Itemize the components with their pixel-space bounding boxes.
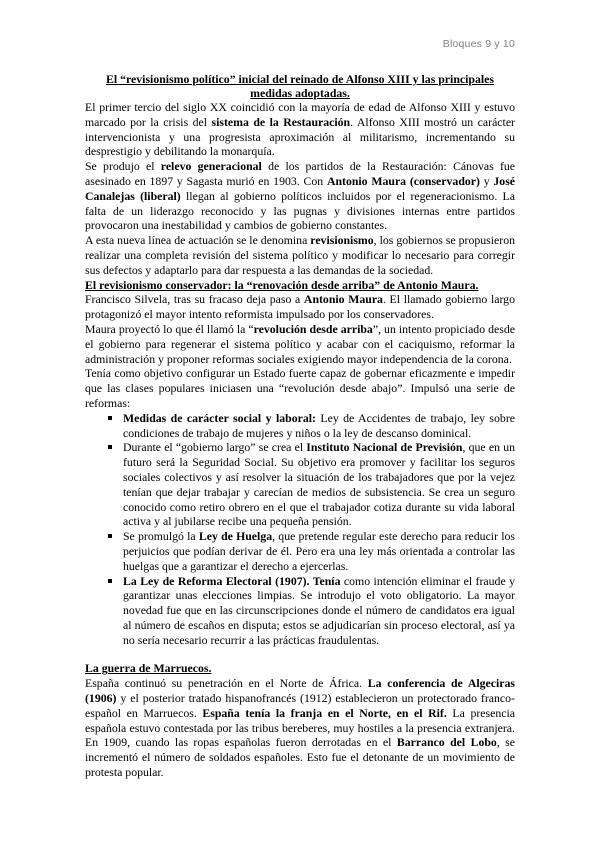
bold-text-run: revolución desde arriba [253, 321, 373, 336]
paragraph-objetivo-reformas [85, 366, 515, 410]
bold-text-run: José Canalejas (liberal) [85, 173, 516, 203]
document-body [85, 73, 515, 780]
bold-text-run: sistema de la Restauración [211, 114, 351, 129]
text-run: Tenía como objetivo configurar un Estado fuerte capaz de gobernar eficazmente e impedir que las clases populares iniciasen una “revolución desde abajo”. Impulsó una serie de reformas: [85, 366, 515, 410]
list-item-text [123, 411, 515, 440]
text-run: Maura proyectó lo que él llamó la “ [85, 321, 254, 336]
bullet-square-icon [108, 579, 112, 583]
text-run: , los gobiernos se propusieron realizar una completa revisión del sistema político y modificar lo necesario para corregir sus defectos y adaptarlo para dar respuesta a las demandas de la sociedad. [85, 233, 515, 277]
blank-line [85, 647, 515, 661]
text-run: y [479, 173, 494, 188]
bullet-square-icon [108, 416, 112, 420]
text-run: Francisco Silvela, tras su fracaso deja paso a [85, 292, 304, 307]
bullet-square-icon [108, 445, 112, 449]
text-run: ”, un intento propiciado desde el gobierno para regenerar el sistema político y acabar con el caciquismo, reformar la administración y proponer reformas sociales exigiendo mayor independencia de la corona. [85, 321, 515, 366]
bold-text-run: Ley de Huelga [198, 529, 273, 544]
text-run: llegan al gobierno políticos incluidos por el regeneracionismo. La falta de un liderazgo reconocido y las pugnas y divisiones internas entre partidos provocaron una inestabilidad y cambios de gobierno constantes. [85, 188, 515, 233]
text-run: Durante el “gobierno largo” se crea el [123, 440, 307, 455]
text-run: como intención eliminar el fraude y garantizar unas elecciones limpias. Se introdujo el voto obligatorio. La mayor novedad fue que en las circunscripciones donde el número de candidatos era igual al número de escaños en disputa; estos se adjudicarían sin proceso electoral, así ya no sería necesario recurrir a las prácticas fraudulentas. [123, 573, 515, 647]
text-run: , que pretende regular este derecho para reducir los perjuicios que podían derivar de él. Pero era una ley más orientada a controlar las huelgas que a garantizar el derecho a ejercerlas. [123, 529, 515, 573]
paragraph-intro-restauracion [85, 100, 515, 159]
text-run: . Alfonso XIII mostró un carácter intervencionista y una progresista aproximación al militarismo, incrementando su desprestigio y debilitando la monarquía. [85, 114, 515, 159]
text-run: , se incrementó el número de soldados españoles. Esto fue el detonante de un movimiento de protesta popular. [85, 735, 515, 780]
paragraph-relevo-generacional [85, 159, 515, 233]
document-title: El “revisionismo político” inicial del reinado de Alfonso XIII y las principales medidas adoptadas. [106, 72, 494, 100]
bold-text-run: La conferencia de Algeciras (1906) [85, 676, 515, 706]
text-run: . El llamado gobierno largo protagonizó el mayor intento reformista impulsado por los conservadores. [85, 292, 515, 322]
bold-text-run: Antonio Maura [303, 292, 383, 307]
text-run: , que en un futuro será la Seguridad Social. Su objetivo era promover y facilitar los seguros sociales colectivos y así resolver la situación de los trabajadores que por la vejez tenían que dejar trabajar y carecían de medios de subsistencia. Se crea un seguro conocido como retiro obrero en el que el trabajador cotiza durante su vida laboral activa y al jubilarse recibe una pequeña pensión. [123, 440, 515, 529]
bold-text-run: Medidas de carácter social y laboral: [123, 410, 316, 425]
paragraph-revolucion-desde-arriba [85, 322, 515, 366]
bold-text-run: La Ley de Reforma Electoral (1907). Tenía [123, 573, 341, 588]
text-run: Se produjo el [85, 159, 161, 174]
list-item-ley-huelga [123, 529, 515, 573]
text-run: El primer tercio del siglo XX coincidió con la mayoría de edad de Alfonso XIII y estuvo marcado por la crisis del [85, 100, 515, 129]
text-run: La presencia española estuvo contestada por las tribus bereberes, muy hostiles a la presencia extranjera. En 1909, cuando las ropas españolas fueron derrotadas en el [85, 705, 515, 750]
list-item-text [123, 440, 515, 528]
text-run: de los partidos de la Restauración: Cánovas fue asesinado en 1897 y Sagasta murió en 1903. Con [85, 159, 516, 188]
bold-text-run: Antonio Maura (conservador) [326, 173, 480, 188]
bold-text-run: relevo generacional [160, 159, 262, 174]
list-item-medidas-sociales [123, 411, 515, 441]
section-heading-marruecos: La guerra de Marruecos. [85, 661, 212, 676]
paragraph-silvela-maura [85, 292, 515, 322]
paragraph-revisionismo [85, 233, 515, 277]
section-heading-maura: El revisionismo conservador: la “renovación desde arriba” de Antonio Maura. [85, 277, 479, 292]
running-header: Bloques 9 y 10 [442, 38, 515, 50]
text-run: y el posterior tratado hispanofrancés (1912) establecieron un protectorado franco-español en Marruecos. [85, 691, 515, 720]
bold-text-run: España tenía la franja en el Norte, en el Rif. [202, 705, 447, 720]
text-run: Ley de Accidentes de trabajo, ley sobre condiciones de trabajo de mujeres y niños o la ley de descanso dominical. [123, 410, 515, 440]
bullet-square-icon [108, 534, 112, 538]
text-run: A esta nueva línea de actuación se le denomina [85, 233, 311, 248]
bold-text-run: revisionismo [310, 233, 374, 248]
list-item-instituto-prevision [123, 440, 515, 529]
list-item-text [123, 574, 515, 647]
list-item-text [123, 529, 515, 573]
bold-text-run: Barranco del Lobo [396, 735, 497, 750]
text-run: España continuó su penetración en el Norte de África. [85, 676, 368, 691]
reforms-list [85, 411, 515, 648]
bold-text-run: Instituto Nacional de Previsión [306, 440, 463, 455]
text-run: Se promulgó la [123, 529, 199, 544]
list-item-reforma-electoral [123, 574, 515, 648]
paragraph-guerra-marruecos [85, 676, 515, 780]
